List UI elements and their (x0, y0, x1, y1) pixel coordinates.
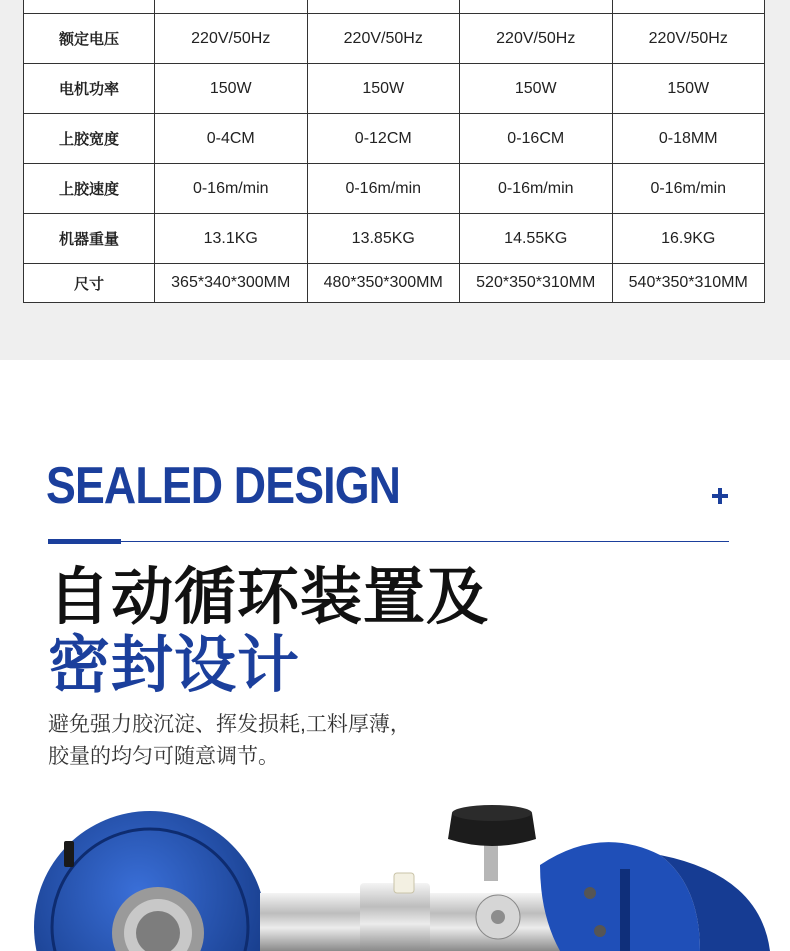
section-heading: SEALED DESIGN (46, 457, 401, 515)
description-line1: 避免强力胶沉淀、挥发损耗,工料厚薄， (48, 713, 411, 736)
row-label (24, 0, 155, 14)
cell: 0-16m/min (155, 164, 308, 214)
row-label: 上胶宽度 (24, 114, 155, 164)
table-row (24, 64, 765, 114)
cell: 220V/50Hz (307, 14, 460, 64)
plus-icon[interactable] (708, 484, 732, 508)
description-line2: 胶量的均匀可随意调节。 (48, 745, 279, 768)
cell: 150W (307, 64, 460, 114)
divider-line (48, 541, 729, 542)
cell: 0-4CM (155, 114, 308, 164)
row-label: 尺寸 (24, 264, 155, 303)
table-row (24, 164, 765, 214)
cell: 0-16CM (460, 114, 613, 164)
table-row (24, 114, 765, 164)
cell: 0-16m/min (307, 164, 460, 214)
cell: 0-12CM (307, 114, 460, 164)
cell: 150W (460, 64, 613, 114)
cell (612, 0, 765, 14)
sealed-design-section (0, 360, 790, 951)
row-label: 电机功率 (24, 64, 155, 114)
divider-accent (48, 539, 121, 544)
cell: 14.55KG (460, 214, 613, 264)
cell (460, 0, 613, 14)
product-image (0, 805, 790, 951)
row-label: 机器重量 (24, 214, 155, 264)
row-label: 额定电压 (24, 14, 155, 64)
cell: 480*350*300MM (307, 264, 460, 303)
cell (155, 0, 308, 14)
row-label: 上胶速度 (24, 164, 155, 214)
cell: 365*340*300MM (155, 264, 308, 303)
feature-title-line1: 自动循环装置及 (48, 563, 490, 632)
cell: 540*350*310MM (612, 264, 765, 303)
white-nut (394, 873, 414, 893)
cell (307, 0, 460, 14)
cell: 220V/50Hz (155, 14, 308, 64)
knob-post (484, 845, 498, 881)
roller-mark (64, 841, 74, 867)
spec-table (23, 0, 765, 303)
cell: 220V/50Hz (612, 14, 765, 64)
cell: 13.1KG (155, 214, 308, 264)
cell: 150W (612, 64, 765, 114)
cell: 150W (155, 64, 308, 114)
feature-description (48, 709, 411, 773)
spec-table-section (0, 0, 790, 360)
feature-title-line2: 密封设计 (48, 631, 301, 700)
table-row (24, 264, 765, 303)
table-row (24, 214, 765, 264)
cell: 13.85KG (307, 214, 460, 264)
cell: 0-16m/min (460, 164, 613, 214)
cell: 220V/50Hz (460, 14, 613, 64)
cell: 0-16m/min (612, 164, 765, 214)
cell: 0-18MM (612, 114, 765, 164)
table-row (24, 0, 765, 14)
cell: 520*350*310MM (460, 264, 613, 303)
cell: 16.9KG (612, 214, 765, 264)
table-row (24, 14, 765, 64)
